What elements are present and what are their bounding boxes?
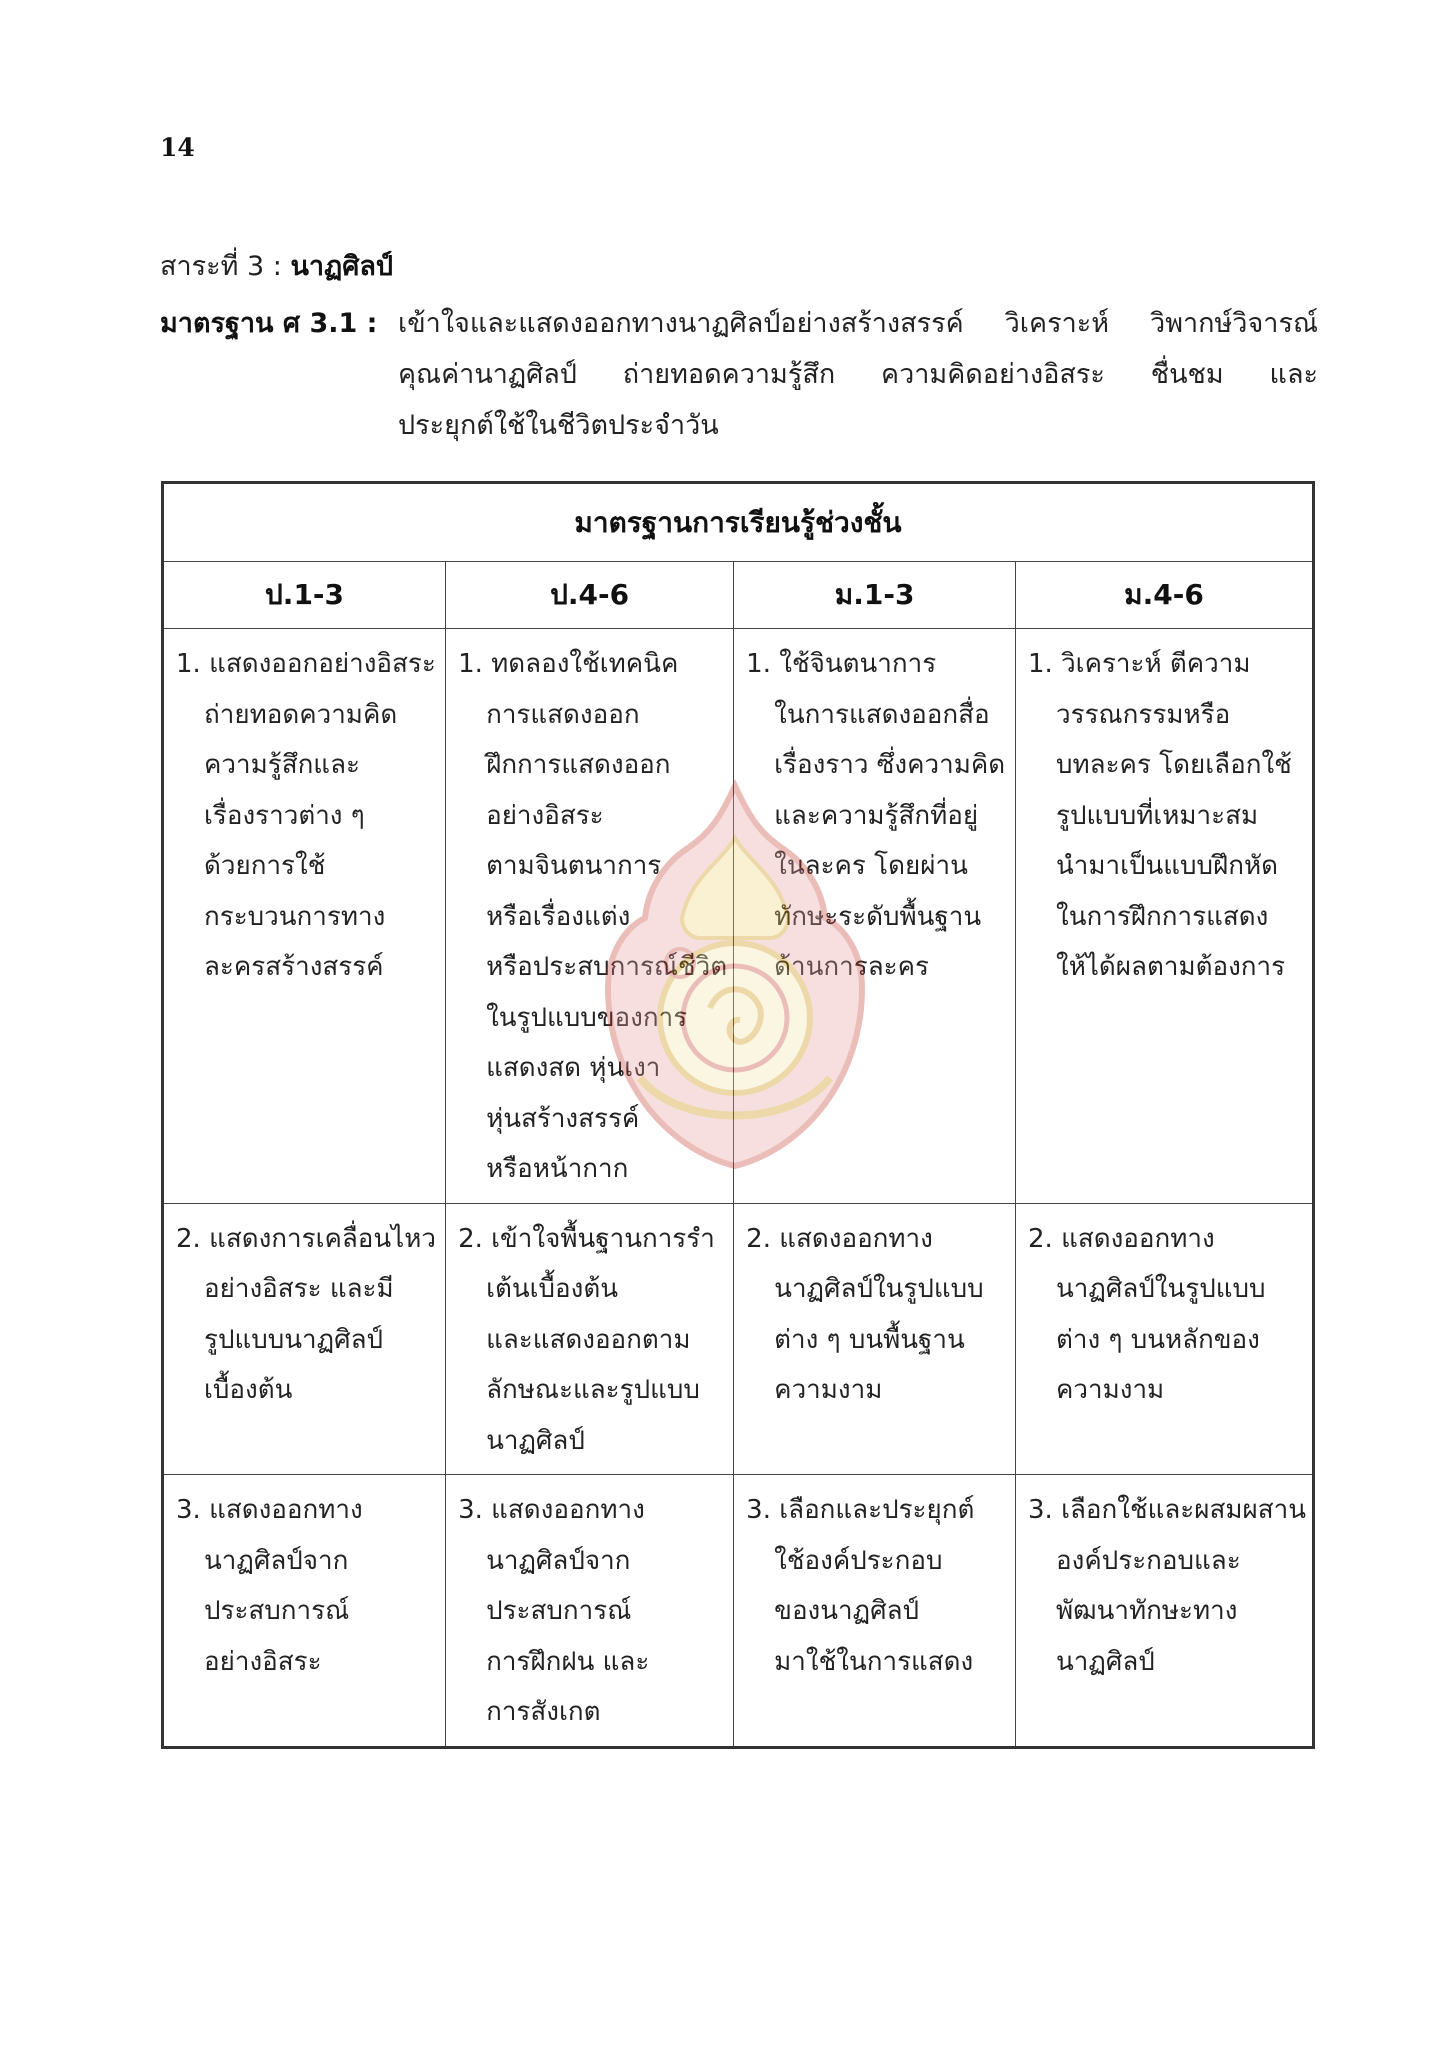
indicator-line: พัฒนาทักษะทาง	[1056, 1596, 1238, 1626]
indicator-line: นาฏศิลป์จาก	[204, 1545, 349, 1576]
indicator-line: เบื้องต้น	[204, 1375, 293, 1405]
indicator-line: มาใช้ในการแสดง	[774, 1646, 974, 1677]
indicator-line: รูปแบบที่เหมาะสม	[1056, 800, 1259, 831]
indicator-line: ใช้องค์ประกอบ	[774, 1545, 943, 1576]
indicator-line: นาฏศิลป์ในรูปแบบ	[1056, 1274, 1266, 1304]
indicator-line: หรือหน้ากาก	[486, 1154, 629, 1184]
table-title: มาตรฐานการเรียนรู้ช่วงชั้น	[163, 483, 1314, 562]
indicator-item: 2. แสดงออกทาง	[1028, 1223, 1215, 1254]
indicator-line: อย่างอิสระ	[486, 800, 604, 831]
indicator-item: 3. เลือกใช้และผสมผสาน	[1028, 1495, 1306, 1525]
table-row	[163, 1203, 1314, 1475]
indicator-line: เรื่องราวต่าง ๆ	[204, 800, 365, 831]
indicator-line: นาฏศิลป์	[486, 1425, 585, 1456]
indicator-line: ละครสร้างสรรค์	[204, 952, 384, 982]
indicator-line: รูปแบบนาฏศิลป์	[204, 1324, 384, 1355]
table-row	[163, 629, 1314, 1204]
indicator-item: 1. ทดลองใช้เทคนิค	[458, 649, 679, 679]
indicator-line: หุ่นสร้างสรรค์	[486, 1103, 640, 1134]
indicator-line: ลักษณะและรูปแบบ	[486, 1375, 700, 1405]
indicator-line: ในรูปแบบของการ	[486, 1002, 688, 1033]
indicator-line: นำมาเป็นแบบฝึกหัด	[1056, 851, 1279, 881]
indicator-line: นาฏศิลป์	[1056, 1646, 1155, 1677]
table-cell	[446, 629, 734, 1204]
indicator-line: ประสบการณ์	[204, 1596, 350, 1626]
indicator-line: ความงาม	[774, 1375, 883, 1405]
indicator-line: องค์ประกอบและ	[1056, 1545, 1241, 1576]
indicator-line: นาฏศิลป์จาก	[486, 1545, 631, 1576]
indicator-line: วรรณกรรมหรือ	[1056, 699, 1231, 730]
table-cell	[446, 1203, 734, 1475]
indicator-line: ของนาฏศิลป์	[774, 1596, 920, 1626]
indicator-item: 1. ใช้จินตนาการ	[746, 649, 937, 679]
indicator-line: เรื่องราว ซึ่งความคิด	[774, 750, 1006, 780]
page-number: 14	[160, 133, 195, 162]
level-header-row	[163, 562, 1314, 629]
indicator-line: แสดงสด หุ่นเงา	[486, 1053, 661, 1083]
indicator-item: 3. แสดงออกทาง	[458, 1495, 645, 1525]
table-row	[163, 1475, 1314, 1748]
indicator-line: ด้านการละคร	[774, 952, 929, 982]
indicator-line: ด้วยการใช้	[204, 851, 326, 881]
table-cell	[734, 1475, 1016, 1748]
indicator-line: และความรู้สึกที่อยู่	[774, 800, 979, 831]
indicator-item: 1. แสดงออกอย่างอิสระ	[176, 649, 436, 679]
indicator-item: 3. เลือกและประยุกต์	[746, 1495, 975, 1525]
indicator-line: ความงาม	[1056, 1375, 1165, 1405]
indicator-item: 2. เข้าใจพื้นฐานการรำ	[458, 1223, 715, 1254]
table-cell	[446, 1475, 734, 1748]
indicator-item: 2. แสดงออกทาง	[746, 1223, 933, 1254]
standard-label: มาตรฐาน ศ 3.1 :	[160, 308, 378, 339]
indicator-line: ต่าง ๆ บนพื้นฐาน	[774, 1324, 965, 1355]
indicator-line: ในการฝึกการแสดง	[1056, 901, 1269, 932]
level-header: ม.1-3	[734, 562, 1016, 629]
indicator-line: กระบวนการทาง	[204, 901, 386, 932]
level-header: ม.4-6	[1016, 562, 1314, 629]
level-header: ป.4-6	[446, 562, 734, 629]
table-cell	[163, 1203, 446, 1475]
indicator-line: ประสบการณ์	[486, 1596, 632, 1626]
indicator-line: ในการแสดงออกสื่อ	[774, 699, 990, 730]
table-cell	[1016, 629, 1314, 1204]
table-cell	[1016, 1203, 1314, 1475]
table-cell	[734, 629, 1016, 1204]
strand-name: นาฏศิลป์	[290, 251, 394, 282]
indicator-line: การสังเกต	[486, 1697, 601, 1727]
indicator-line: หรือเรื่องแต่ง	[486, 901, 631, 932]
indicator-item: 2. แสดงการเคลื่อนไหว	[176, 1223, 436, 1254]
indicator-line: และแสดงออกตาม	[486, 1324, 691, 1355]
indicator-line: อย่างอิสระ	[204, 1646, 322, 1677]
indicator-line: ต่าง ๆ บนหลักของ	[1056, 1324, 1260, 1355]
indicator-line: ให้ได้ผลตามต้องการ	[1056, 952, 1286, 982]
indicator-line: ฝึกการแสดงออก	[486, 750, 671, 780]
indicator-item: 3. แสดงออกทาง	[176, 1495, 363, 1525]
indicator-line: เต้นเบื้องต้น	[486, 1274, 618, 1304]
standard-line: คุณค่านาฏศิลป์ ถ่ายทอดความรู้สึก ความคิดอย่างอิสระ ชื่นชม และ	[398, 359, 1318, 390]
level-header: ป.1-3	[163, 562, 446, 629]
indicator-line: ตามจินตนาการ	[486, 851, 662, 881]
standard-description	[398, 298, 1318, 451]
strand-prefix: สาระที่ 3 :	[160, 251, 291, 282]
indicator-line: ถ่ายทอดความคิด	[204, 699, 398, 730]
indicator-line: ความรู้สึกและ	[204, 750, 360, 780]
learning-standards-table	[161, 481, 1315, 1749]
table-body	[163, 629, 1314, 1748]
indicator-item: 1. วิเคราะห์ ตีความ	[1028, 649, 1251, 679]
table-cell	[1016, 1475, 1314, 1748]
indicator-line: อย่างอิสระ และมี	[204, 1274, 394, 1304]
indicator-line: นาฏศิลป์ในรูปแบบ	[774, 1274, 984, 1304]
table-cell	[163, 629, 446, 1204]
indicator-line: การแสดงออก	[486, 699, 640, 730]
indicator-line: บทละคร โดยเลือกใช้	[1056, 750, 1292, 780]
standard-line: ประยุกต์ใช้ในชีวิตประจำวัน	[398, 410, 719, 441]
standard-line: เข้าใจและแสดงออกทางนาฏศิลป์อย่างสร้างสรรค์ วิเคราะห์ วิพากษ์วิจารณ์	[398, 308, 1318, 339]
indicator-line: หรือประสบการณ์ชีวิต	[486, 952, 728, 982]
indicator-line: การฝึกฝน และ	[486, 1646, 650, 1677]
table-cell	[163, 1475, 446, 1748]
table-cell	[734, 1203, 1016, 1475]
indicator-line: ในละคร โดยผ่าน	[774, 851, 968, 881]
indicator-line: ทักษะระดับพื้นฐาน	[774, 901, 982, 932]
strand-heading	[160, 244, 393, 287]
